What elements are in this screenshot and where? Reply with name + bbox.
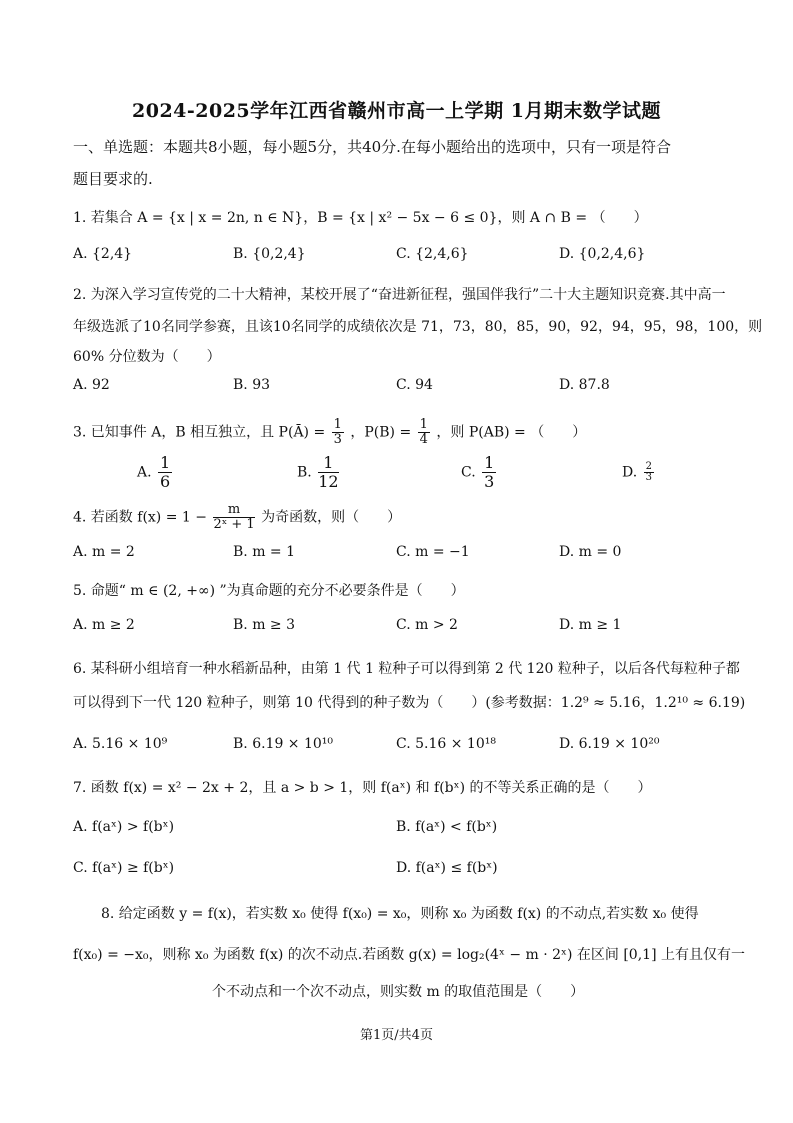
- question-3-stem-mid: ，P(B) =: [350, 424, 416, 441]
- question-1-option-d: D. {0,2,4,6}: [559, 246, 646, 262]
- question-6-option-d: D. 6.19 × 10²⁰: [559, 736, 660, 752]
- option-fraction: [318, 454, 338, 491]
- question-5-option-d: D. m ≥ 1: [559, 617, 622, 633]
- fraction-denominator: 3: [333, 432, 342, 447]
- option-fraction: [482, 454, 496, 491]
- option-label: A.: [137, 464, 152, 481]
- question-5-option-b: B. m ≥ 3: [233, 617, 296, 633]
- question-1-option-c: C. {2,4,6}: [396, 246, 469, 262]
- question-2-stem-line2: 年级选派了10名同学参赛，且该10名同学的成绩依次是 71，73，80，85，90，92，94，95，98，100，则: [73, 319, 763, 335]
- question-8-stem-line3: 个不动点和一个次不动点，则实数 m 的取值范围是（ ）: [212, 984, 585, 1000]
- question-3-stem-pre: 3. 已知事件 A，B 相互独立，且 P(Ā) =: [73, 424, 330, 441]
- question-1-option-a: A. {2,4}: [73, 246, 133, 262]
- question-1-option-b: B. {0,2,4}: [233, 246, 306, 262]
- question-7-option-b: B. f(aˣ) < f(bˣ): [396, 819, 498, 835]
- option-label: D.: [622, 464, 638, 481]
- fraction-numerator: 1: [419, 417, 428, 432]
- question-3-fraction-pb: [418, 418, 430, 447]
- option-fraction: [158, 454, 172, 491]
- question-3-stem: [73, 418, 723, 447]
- fraction-numerator: m: [213, 503, 254, 518]
- question-4-stem: [73, 503, 723, 532]
- page-title: 2024-2025学年江西省赣州市高一上学期 1月期末数学试题: [132, 100, 661, 122]
- question-5-stem: 5. 命题“ m ∈ (2, +∞) ”为真命题的充分不必要条件是（ ）: [73, 583, 465, 599]
- option-fraction: [644, 462, 654, 483]
- fraction-numerator: 2: [645, 461, 653, 472]
- question-8-stem-line1: 8. 给定函数 y = f(x)，若实数 x₀ 使得 f(x₀) = x₀，则称 x₀ 为函数 f(x) 的不动点,若实数 x₀ 使得: [101, 906, 699, 922]
- question-2-option-b: B. 93: [233, 377, 271, 393]
- question-3-option-d: [622, 462, 656, 483]
- question-1-stem: 1. 若集合 A = {x | x = 2n, n ∈ N}，B = {x | x² − 5x − 6 ≤ 0}，则 A ∩ B = （ ）: [73, 210, 648, 226]
- fraction-numerator: 1: [484, 453, 495, 472]
- question-3-fraction-pa: [332, 418, 344, 447]
- question-4-option-a: A. m = 2: [73, 544, 135, 560]
- question-5-option-c: C. m > 2: [396, 617, 458, 633]
- question-4-stem-pre: 4. 若函数 f(x) = 1 −: [73, 509, 212, 526]
- question-3-option-c: [461, 454, 498, 491]
- question-2-option-d: D. 87.8: [559, 377, 610, 393]
- question-2-stem-line3: 60% 分位数为（ ）: [73, 349, 221, 365]
- section-heading-line1: 一、单选题：本题共8小题，每小题5分，共40分.在每小题给出的选项中，只有一项是符合: [73, 138, 671, 156]
- question-6-stem-line2: 可以得到下一代 120 粒种子，则第 10 代得到的种子数为（ ）(参考数据：1.2⁹ ≈ 5.16，1.2¹⁰ ≈ 6.19): [73, 695, 746, 711]
- question-7-option-a: A. f(aˣ) > f(bˣ): [73, 819, 175, 835]
- option-label: C.: [461, 464, 476, 481]
- question-7-option-c: C. f(aˣ) ≥ f(bˣ): [73, 860, 175, 876]
- section-heading-line2: 题目要求的.: [73, 170, 153, 188]
- question-4-option-c: C. m = −1: [396, 544, 470, 560]
- question-7-stem: 7. 函数 f(x) = x² − 2x + 2，且 a > b > 1，则 f(aˣ) 和 f(bˣ) 的不等关系正确的是（ ）: [73, 780, 652, 796]
- question-6-stem-line1: 6. 某科研小组培育一种水稻新品种，由第 1 代 1 粒种子可以得到第 2 代 120 粒种子，以后各代每粒种子都: [73, 661, 740, 677]
- question-3-option-a: [137, 454, 174, 491]
- fraction-denominator: 2ˣ + 1: [213, 517, 255, 532]
- question-6-option-b: B. 6.19 × 10¹⁰: [233, 736, 334, 752]
- question-8-stem-line2: f(x₀) = −x₀，则称 x₀ 为函数 f(x) 的次不动点.若函数 g(x) = log₂(4ˣ − m · 2ˣ) 在区间 [0,1] 上有且仅有一: [73, 947, 745, 963]
- question-5-option-a: A. m ≥ 2: [73, 617, 135, 633]
- question-2-option-c: C. 94: [396, 377, 433, 393]
- question-2-option-a: A. 92: [73, 377, 110, 393]
- question-3-option-b: [297, 454, 341, 491]
- question-7-option-d: D. f(aˣ) ≤ f(bˣ): [396, 860, 498, 876]
- question-3-stem-post: ，则 P(AB) = （ ）: [436, 424, 587, 441]
- fraction-denominator: 3: [645, 472, 653, 483]
- fraction-numerator: 1: [160, 453, 171, 472]
- fraction-numerator: 1: [333, 417, 342, 432]
- question-4-fraction: [213, 503, 254, 532]
- question-6-option-c: C. 5.16 × 10¹⁸: [396, 736, 496, 752]
- question-4-option-b: B. m = 1: [233, 544, 296, 560]
- question-4-stem-post: 为奇函数，则（ ）: [261, 509, 402, 526]
- fraction-denominator: 6: [160, 472, 171, 491]
- question-2-stem-line1: 2. 为深入学习宣传党的二十大精神，某校开展了“奋进新征程，强国伴我行”二十大主题知识竞赛.其中高一: [73, 287, 726, 303]
- fraction-numerator: 1: [318, 454, 338, 473]
- option-label: B.: [297, 464, 312, 481]
- question-6-option-a: A. 5.16 × 10⁹: [73, 736, 168, 752]
- fraction-denominator: 4: [419, 432, 428, 447]
- fraction-denominator: 12: [318, 472, 339, 491]
- page-footer: 第1页/共4页: [360, 1028, 433, 1043]
- question-4-option-d: D. m = 0: [559, 544, 622, 560]
- fraction-denominator: 3: [484, 472, 495, 491]
